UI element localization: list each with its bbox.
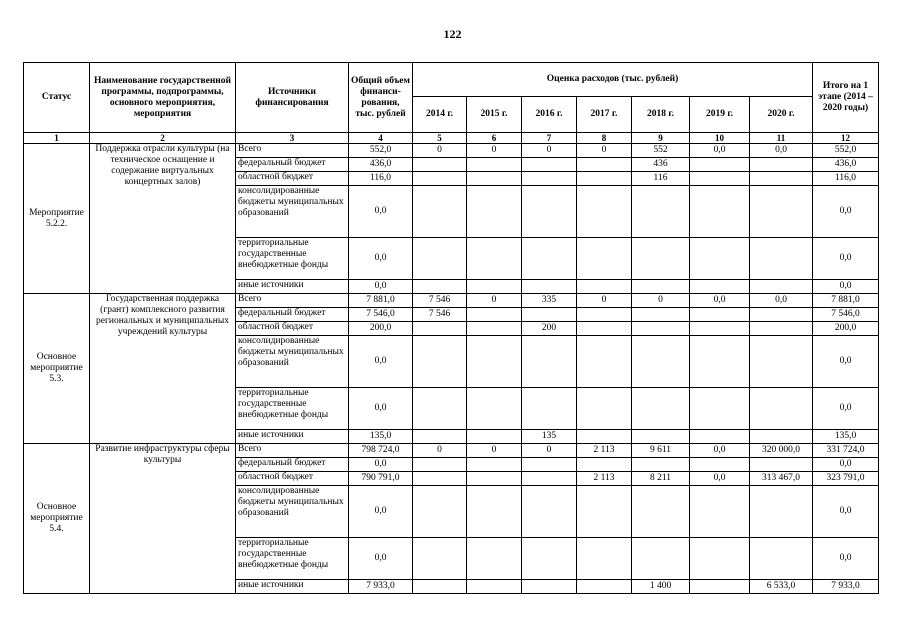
value-total: 0,0 [349,280,413,294]
value-itogo: 0,0 [813,388,879,430]
funding-source: консолидированные бюджеты муниципальных образований [236,186,349,238]
value-y2016: 0 [522,444,577,458]
table-row [24,444,879,458]
funding-source: федеральный бюджет [236,158,349,172]
value-y2016: 0 [522,144,577,158]
header-sources: Источники финансирования [236,63,349,133]
value-y2019 [690,336,750,388]
value-y2017 [577,280,632,294]
value-y2016 [522,280,577,294]
value-y2015 [467,336,522,388]
value-y2016 [522,308,577,322]
value-y2016 [522,580,577,594]
value-y2017 [577,322,632,336]
value-y2018 [632,486,690,538]
value-y2016 [522,538,577,580]
value-y2020: 320 000,0 [750,444,813,458]
value-y2020 [750,538,813,580]
value-y2018 [632,458,690,472]
value-y2019: 0,0 [690,294,750,308]
column-number: 1 [24,133,90,144]
value-y2017 [577,308,632,322]
value-y2018 [632,538,690,580]
funding-source: Всего [236,294,349,308]
column-number: 11 [750,133,813,144]
value-y2016: 200 [522,322,577,336]
value-y2018 [632,280,690,294]
value-itogo: 200,0 [813,322,879,336]
value-y2014 [413,538,467,580]
value-y2015 [467,308,522,322]
value-y2017 [577,158,632,172]
row-status: Мероприятие 5.2.2. [24,144,90,294]
value-y2017 [577,186,632,238]
value-y2016 [522,472,577,486]
value-y2019 [690,186,750,238]
column-number: 7 [522,133,577,144]
value-y2014 [413,580,467,594]
value-y2015 [467,580,522,594]
funding-source: консолидированные бюджеты муниципальных образований [236,336,349,388]
value-y2016 [522,186,577,238]
value-y2019 [690,458,750,472]
table-body [24,144,879,594]
value-itogo: 0,0 [813,486,879,538]
funding-source: территориальные государственные внебюджетные фонды [236,388,349,430]
value-itogo: 552,0 [813,144,879,158]
value-y2019 [690,158,750,172]
header-year: 2015 г. [467,97,522,133]
value-y2016: 135 [522,430,577,444]
value-y2014 [413,158,467,172]
value-total: 0,0 [349,336,413,388]
value-y2014 [413,458,467,472]
funding-source: областной бюджет [236,172,349,186]
value-y2017: 0 [577,294,632,308]
value-itogo: 116,0 [813,172,879,186]
value-y2017 [577,538,632,580]
value-itogo: 0,0 [813,538,879,580]
value-y2015 [467,472,522,486]
value-y2020 [750,172,813,186]
value-total: 0,0 [349,238,413,280]
value-y2018: 1 400 [632,580,690,594]
funding-source: иные источники [236,580,349,594]
value-itogo: 323 791,0 [813,472,879,486]
column-number: 3 [236,133,349,144]
value-y2019 [690,280,750,294]
value-y2015 [467,322,522,336]
value-total: 790 791,0 [349,472,413,486]
funding-source: Всего [236,144,349,158]
value-y2014 [413,172,467,186]
funding-source: областной бюджет [236,322,349,336]
column-number: 5 [413,133,467,144]
value-y2014: 7 546 [413,294,467,308]
value-itogo: 7 933,0 [813,580,879,594]
value-y2018: 0 [632,294,690,308]
value-y2014 [413,238,467,280]
value-y2017: 2 113 [577,472,632,486]
value-y2014 [413,388,467,430]
value-y2015: 0 [467,144,522,158]
value-y2020 [750,308,813,322]
column-number: 2 [90,133,236,144]
value-y2019: 0,0 [690,472,750,486]
funding-source: иные источники [236,430,349,444]
value-y2019: 0,0 [690,144,750,158]
header-status: Статус [24,63,90,133]
value-y2014: 7 546 [413,308,467,322]
value-y2020 [750,458,813,472]
value-y2018 [632,238,690,280]
expense-table [23,62,879,594]
value-total: 135,0 [349,430,413,444]
table-header [24,63,879,144]
value-total: 7 546,0 [349,308,413,322]
value-y2015 [467,172,522,186]
funding-source: Всего [236,444,349,458]
value-y2016 [522,458,577,472]
value-y2014 [413,336,467,388]
funding-source: территориальные государственные внебюджетные фонды [236,238,349,280]
value-y2016 [522,158,577,172]
column-number: 12 [813,133,879,144]
value-total: 0,0 [349,538,413,580]
value-y2014: 0 [413,144,467,158]
value-y2018: 436 [632,158,690,172]
value-y2015 [467,486,522,538]
value-y2018 [632,336,690,388]
value-itogo: 7 881,0 [813,294,879,308]
value-y2019 [690,538,750,580]
funding-source: областной бюджет [236,472,349,486]
value-total: 798 724,0 [349,444,413,458]
column-number-row [24,133,879,144]
value-y2017: 2 113 [577,444,632,458]
value-y2016 [522,172,577,186]
value-y2018 [632,308,690,322]
value-y2019 [690,308,750,322]
value-itogo: 0,0 [813,336,879,388]
header-year: 2019 г. [690,97,750,133]
value-y2016 [522,388,577,430]
value-y2017 [577,336,632,388]
value-y2014 [413,280,467,294]
value-y2015 [467,158,522,172]
value-y2020 [750,280,813,294]
funding-source: федеральный бюджет [236,458,349,472]
row-status: Основное мероприятие 5.3. [24,294,90,444]
value-total: 552,0 [349,144,413,158]
value-y2020 [750,186,813,238]
value-itogo: 135,0 [813,430,879,444]
value-y2015 [467,458,522,472]
value-y2017 [577,388,632,430]
value-itogo: 7 546,0 [813,308,879,322]
value-y2017 [577,580,632,594]
row-name: Государственная поддержка (грант) комплексного развития региональных и муниципальных учреждений культуры [90,294,236,444]
value-y2019 [690,486,750,538]
value-y2017 [577,172,632,186]
value-y2019: 0,0 [690,444,750,458]
value-y2018 [632,430,690,444]
value-y2016 [522,486,577,538]
value-y2018: 8 211 [632,472,690,486]
row-name: Поддержка отрасли культуры (на техническое оснащение и содержание виртуальных концертных залов) [90,144,236,294]
value-y2019 [690,388,750,430]
value-itogo: 0,0 [813,186,879,238]
value-y2020: 313 467,0 [750,472,813,486]
header-year: 2018 г. [632,97,690,133]
row-status: Основное мероприятие 5.4. [24,444,90,594]
value-y2014: 0 [413,444,467,458]
value-y2018: 116 [632,172,690,186]
header-estimate: Оценка расходов (тыс. рублей) [413,63,813,97]
value-y2015: 0 [467,294,522,308]
value-y2020 [750,336,813,388]
value-itogo: 0,0 [813,280,879,294]
value-y2018 [632,322,690,336]
value-total: 0,0 [349,486,413,538]
value-y2020: 0,0 [750,144,813,158]
value-y2015: 0 [467,444,522,458]
value-y2017 [577,458,632,472]
header-year: 2017 г. [577,97,632,133]
value-total: 7 933,0 [349,580,413,594]
value-y2015 [467,388,522,430]
funding-source: иные источники [236,280,349,294]
table-row [24,144,879,158]
value-total: 0,0 [349,388,413,430]
value-y2019 [690,172,750,186]
value-y2014 [413,186,467,238]
value-total: 436,0 [349,158,413,172]
value-total: 0,0 [349,186,413,238]
column-number: 4 [349,133,413,144]
value-y2014 [413,322,467,336]
value-y2017 [577,430,632,444]
table-row [24,294,879,308]
value-y2020 [750,388,813,430]
value-y2018: 552 [632,144,690,158]
header-itogo: Итого на 1 этапе (2014 – 2020 годы) [813,63,879,133]
value-y2017 [577,486,632,538]
value-y2014 [413,430,467,444]
value-y2016: 335 [522,294,577,308]
value-itogo: 0,0 [813,458,879,472]
value-y2019 [690,238,750,280]
funding-source: федеральный бюджет [236,308,349,322]
value-y2016 [522,336,577,388]
value-y2015 [467,238,522,280]
header-name: Наименование государственной программы, подпрограммы, основного мероприятия, мероприятия [90,63,236,133]
value-y2019 [690,580,750,594]
value-y2016 [522,238,577,280]
value-y2015 [467,186,522,238]
funding-source: консолидированные бюджеты муниципальных образований [236,486,349,538]
value-y2014 [413,472,467,486]
column-number: 10 [690,133,750,144]
column-number: 9 [632,133,690,144]
value-itogo: 0,0 [813,238,879,280]
value-y2015 [467,280,522,294]
header-year: 2014 г. [413,97,467,133]
value-y2020: 6 533,0 [750,580,813,594]
value-y2020 [750,158,813,172]
value-y2020 [750,486,813,538]
header-total: Общий объем финанси-рования, тыс. рублей [349,63,413,133]
value-y2019 [690,430,750,444]
value-y2017: 0 [577,144,632,158]
value-y2020 [750,430,813,444]
funding-source: территориальные государственные внебюджетные фонды [236,538,349,580]
value-itogo: 331 724,0 [813,444,879,458]
column-number: 6 [467,133,522,144]
value-total: 0,0 [349,458,413,472]
value-y2018 [632,186,690,238]
value-y2018 [632,388,690,430]
value-total: 200,0 [349,322,413,336]
header-year: 2020 г. [750,97,813,133]
value-y2019 [690,322,750,336]
value-y2020: 0,0 [750,294,813,308]
value-y2017 [577,238,632,280]
value-y2018: 9 611 [632,444,690,458]
value-y2014 [413,486,467,538]
value-y2015 [467,430,522,444]
value-y2020 [750,322,813,336]
value-total: 116,0 [349,172,413,186]
row-name: Развитие инфраструктуры сферы культуры [90,444,236,594]
header-year: 2016 г. [522,97,577,133]
value-y2020 [750,238,813,280]
column-number: 8 [577,133,632,144]
value-itogo: 436,0 [813,158,879,172]
page-number: 122 [443,27,462,41]
value-total: 7 881,0 [349,294,413,308]
value-y2015 [467,538,522,580]
